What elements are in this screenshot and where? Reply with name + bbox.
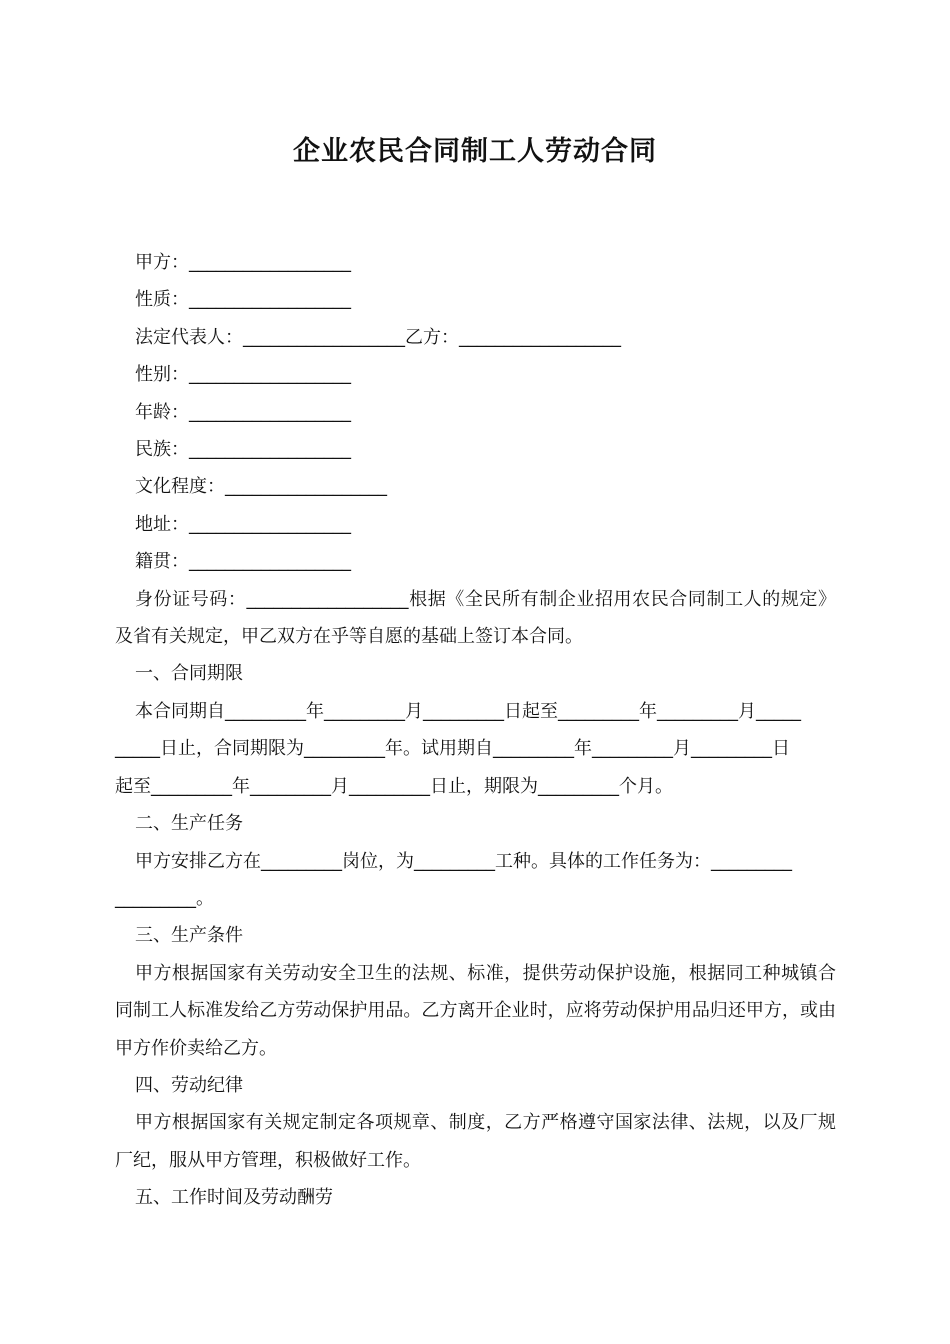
field-ethnicity: 民族：__________________ (135, 439, 351, 461)
section-body: 甲方根据国家有关规定制定各项规章、制度，乙方严格遵守国家法律、法规，以及厂规厂纪，服从甲方管理，积极做好工作。 (115, 1112, 836, 1171)
section-heading: 五、工作时间及劳动酬劳 (135, 1187, 333, 1209)
section-heading: 一、合同期限 (135, 663, 243, 685)
field-gender: 性别：__________________ (135, 364, 351, 386)
section-line: _________。 (115, 887, 214, 909)
section-heading: 二、生产任务 (135, 813, 243, 835)
field-address: 地址：__________________ (135, 513, 351, 535)
section-line: 甲方安排乙方在_________岗位，为_________工种。具体的工作任务为：_________ (135, 850, 792, 872)
document-title: 企业农民合同制工人劳动合同 (293, 136, 657, 167)
section-line: 起至_________年_________月_________日止，期限为_________个月。 (115, 775, 673, 797)
section-body: 甲方根据国家有关劳动安全卫生的法规、标准，提供劳动保护设施，根据同工种城镇合同制工人标准发给乙方劳动保护用品。乙方离开企业时，应将劳动保护用品归还甲方，或由甲方作价卖给乙方。 (115, 962, 836, 1059)
field-nature: 性质：__________________ (135, 289, 351, 311)
field-legal-rep-party-b: 法定代表人：__________________乙方：__________________ (135, 326, 621, 348)
field-age: 年龄：__________________ (135, 401, 351, 423)
field-party-a: 甲方：__________________ (135, 252, 351, 273)
field-native-place: 籍贯：__________________ (135, 551, 351, 573)
section-heading: 四、劳动纪律 (135, 1074, 243, 1096)
field-education: 文化程度：__________________ (135, 476, 387, 498)
section-line: 本合同期自_________年_________月_________日起至_________年_________月_____ (135, 700, 801, 722)
section-line: _____日止，合同期限为_________年。试用期自_________年_________月_________日 (115, 738, 790, 760)
id-paragraph: 身份证号码：__________________根据《全民所有制企业招用农民合同制工人的规定》及省有关规定，甲乙双方在乎等自愿的基础上签订本合同。 (115, 588, 836, 648)
document-body (115, 244, 836, 1217)
section-heading: 三、生产条件 (135, 925, 243, 947)
